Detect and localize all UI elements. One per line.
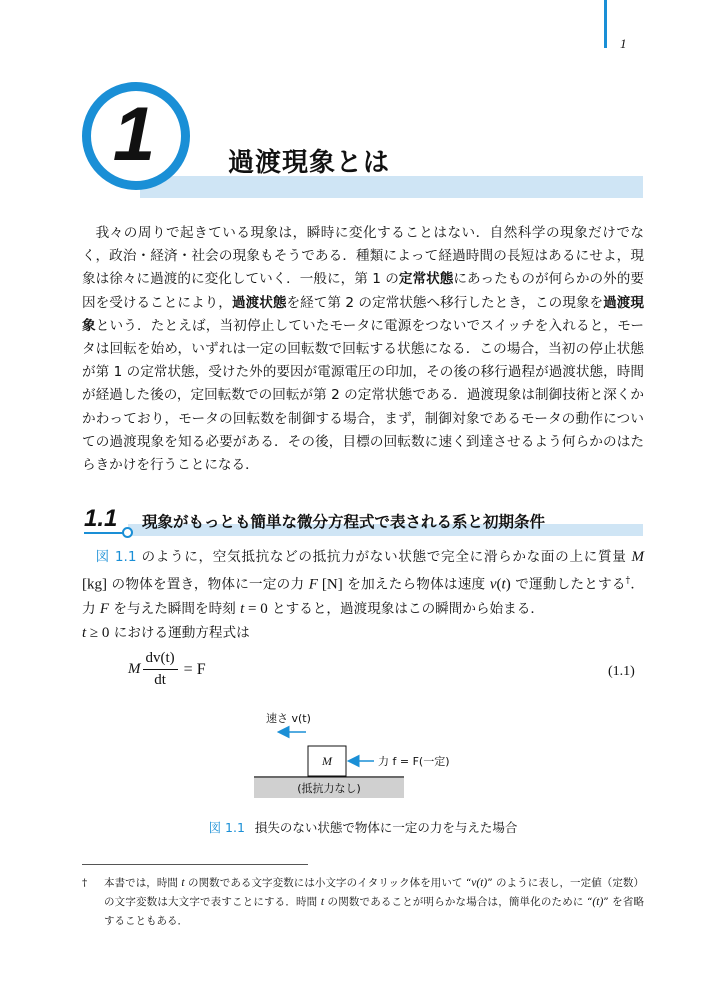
eq-denominator: dt (154, 672, 166, 688)
chapter-number-badge (82, 82, 190, 190)
intro-text: という．たとえば，当初停止していたモータに電源をつないでスイッチを入れると，モータは回転を始め，いずれは一定の回転数で回転する状態になる．この場合，当初の停止状態が第 1 の定常状態，受けた外的要因が電源電圧の印加，その後の移行過程が過渡状態，時間が経過した後の，定回転数での回転が第 2 の定常状態である．過渡現象は制御技術と深くかかわっており，モータの回転数を制御する場合，まず，制御対象であるモータの動作についての過渡現象を知る必要がある．その後，目標の回転数に速く到達させるよう何らかのはたらきかけを行うことになる． (82, 317, 645, 474)
body-text: における運動方程式は (109, 624, 250, 641)
body-text: ．力 (82, 576, 644, 617)
force-label: 力 f = F(一定) (378, 755, 450, 768)
math-var: t (240, 600, 245, 617)
body-text: とすると，過渡現象はこの瞬間から始まる． (267, 600, 544, 617)
footnote-marker[interactable]: † (625, 576, 631, 586)
figure-caption-label: 図 1.1 (208, 820, 245, 835)
header-rule (604, 0, 607, 48)
eq-rhs: = F (183, 660, 206, 678)
fn-text: ” を省略することもある． (104, 896, 644, 927)
math-unit: [kg] (82, 576, 107, 593)
math-expr: ≥ 0 (86, 624, 110, 641)
math-var: F (99, 600, 110, 617)
intro-text: 我々の周りで起きている現象は，瞬時に変化することはない．自然科学の現象だけでなく，政治・経済・社会の現象もそうである．種類によって経過時間の長短はあるにせよ，現象は徐々に過渡的に変化していく．一般に，第 1 の (82, 225, 644, 288)
equation-1-1 (128, 650, 206, 689)
section-title: 現象がもっとも簡単な微分方程式で表される系と初期条件 (142, 513, 546, 531)
math-var: t (82, 624, 87, 641)
footnote (82, 874, 644, 931)
math-unit: [N] (317, 576, 343, 593)
math-var: M (631, 549, 644, 565)
eq-lhs: M (128, 661, 141, 677)
section-paragraph (82, 545, 644, 645)
math-var: (t) (592, 896, 604, 908)
math-var: v (489, 576, 497, 593)
body-text: のように，空気抵抗などの抵抗力がない状態で完全に滑らかな面の上に質量 (136, 549, 632, 565)
equation-number: (1.1) (608, 664, 635, 679)
figure-reference-link[interactable]: 図 1.1 (95, 549, 137, 565)
mass-label: M (322, 754, 332, 768)
eq-numerator: dv(t) (143, 650, 178, 670)
section-dot (122, 527, 133, 538)
intro-paragraph (82, 222, 644, 477)
fn-text: の関数であることが明らかな場合は，簡単化のために “ (324, 896, 593, 908)
body-text: を与えた瞬間を時刻 (109, 600, 241, 617)
figure-caption (82, 818, 644, 836)
term-transient-state: 過渡状態 (231, 294, 287, 311)
section-number: 1.1 (84, 505, 118, 532)
term-steady-state: 定常状態 (398, 271, 454, 288)
footnote-text (104, 874, 644, 931)
math-var: t (320, 896, 325, 908)
figure-caption-text: 損失のない状態で物体に一定の力を与えた場合 (254, 820, 518, 835)
term-transient-phenomenon: 過渡現象 (82, 294, 645, 334)
eq-fraction (143, 650, 178, 689)
fn-text: の関数である文字変数には小文字のイタリック体を用いて “ (184, 877, 472, 889)
page-number: 1 (620, 36, 627, 51)
math-var: v(t) (471, 877, 488, 889)
section-number-underline (84, 532, 124, 534)
chapter-number: 1 (112, 92, 156, 177)
math-paren: ) (505, 576, 511, 593)
math-paren: ( (496, 576, 502, 593)
fn-text: ” のように表し，一定値（定数）の文字変数は大文字で表すことにする．時間 (104, 877, 644, 908)
footnote-rule (82, 864, 308, 865)
intro-text: を経て第 2 の定常状態へ移行したとき，この現象を (286, 294, 604, 311)
surface-label: (抵抗力なし) (297, 782, 361, 795)
chapter-title-band (140, 176, 643, 198)
footnote-mark: † (82, 877, 88, 889)
intro-text: にあったものが何らかの外的要因を受けることにより， (82, 271, 644, 311)
math-var: t (181, 877, 185, 889)
math-expr: = 0 (244, 600, 268, 617)
body-text: で運動したとする (510, 576, 626, 593)
math-var: F (308, 576, 318, 593)
math-var: t (501, 576, 506, 593)
chapter-title: 過渡現象とは (228, 148, 391, 178)
body-text: の物体を置き，物体に一定の力 (107, 576, 309, 593)
velocity-label: 速さ v(t) (266, 712, 311, 725)
fn-text: 本書では，時間 (104, 877, 182, 889)
body-text: を加えたら物体は速度 (342, 576, 490, 593)
figure-1-1-diagram (250, 708, 450, 803)
